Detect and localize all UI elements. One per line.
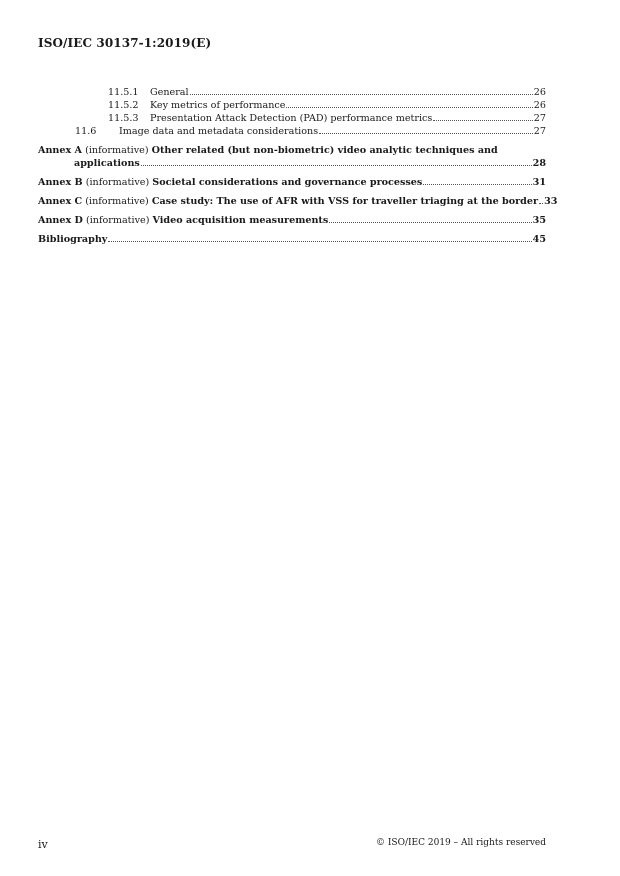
toc-entry-11-6[interactable] [38, 125, 546, 138]
table-of-contents [38, 86, 558, 246]
annex-type: (informative) [85, 145, 149, 156]
copyright-notice: © ISO/IEC 2019 – All rights reserved [376, 838, 546, 848]
annex-type: (informative) [85, 196, 149, 207]
toc-page: 45 [532, 234, 546, 245]
page-number: iv [38, 838, 48, 851]
toc-number: 11.5.2 [108, 100, 139, 111]
dot-leader [433, 120, 532, 121]
toc-entry-annex-a[interactable] [38, 144, 546, 170]
toc-entry-annex-c[interactable] [38, 195, 558, 208]
annex-label: Annex A [38, 145, 83, 156]
dot-leader [539, 203, 543, 204]
annex-label: Annex C [38, 196, 83, 207]
annex-title: Case study: The use of AFR with VSS for traveller triaging at the border [151, 196, 539, 207]
annex-label: Annex B [38, 177, 83, 188]
toc-page: 35 [532, 215, 546, 226]
toc-title: General [150, 87, 189, 98]
dot-leader [423, 184, 531, 185]
toc-entry-annex-b[interactable] [38, 176, 546, 189]
toc-page: 33 [544, 196, 558, 207]
annex-label: Annex D [38, 215, 83, 226]
toc-number: 11.5.3 [108, 113, 139, 124]
toc-number: 11.6 [75, 126, 97, 137]
toc-entry-annex-d[interactable] [38, 214, 546, 227]
annex-title-line1: Other related (but non-biometric) video analytic techniques and [151, 145, 498, 156]
toc-page: 31 [532, 177, 546, 188]
toc-entry-11-5-2[interactable] [38, 99, 546, 112]
document-header: ISO/IEC 30137-1:2019(E) [38, 36, 212, 50]
toc-page: 27 [533, 113, 546, 124]
bibliography-title: Bibliography [38, 234, 108, 245]
toc-title: Image data and metadata considerations [119, 126, 319, 137]
toc-title: Presentation Attack Detection (PAD) performance metrics [150, 113, 433, 124]
annex-a-line1 [38, 144, 546, 157]
annex-title: Video acquisition measurements [152, 215, 329, 226]
toc-entry-11-5-3[interactable] [38, 112, 546, 125]
toc-entry-bibliography[interactable] [38, 233, 546, 246]
dot-leader [329, 222, 531, 223]
toc-page: 26 [533, 100, 546, 111]
annex-title-line2: applications [74, 158, 140, 169]
toc-page: 27 [533, 126, 546, 137]
dot-leader [141, 165, 532, 166]
toc-title: Key metrics of performance [150, 100, 286, 111]
dot-leader [108, 241, 531, 242]
annex-a-line2 [38, 157, 546, 170]
page-footer [38, 838, 546, 851]
annex-type: (informative) [85, 177, 150, 188]
annex-type: (informative) [85, 215, 150, 226]
toc-page: 28 [532, 158, 546, 169]
toc-entry-11-5-1[interactable] [38, 86, 546, 99]
dot-leader [319, 133, 533, 134]
toc-page: 26 [533, 87, 546, 98]
dot-leader [190, 94, 533, 95]
annex-title: Societal considerations and governance processes [152, 177, 423, 188]
toc-number: 11.5.1 [108, 87, 139, 98]
dot-leader [286, 107, 532, 108]
